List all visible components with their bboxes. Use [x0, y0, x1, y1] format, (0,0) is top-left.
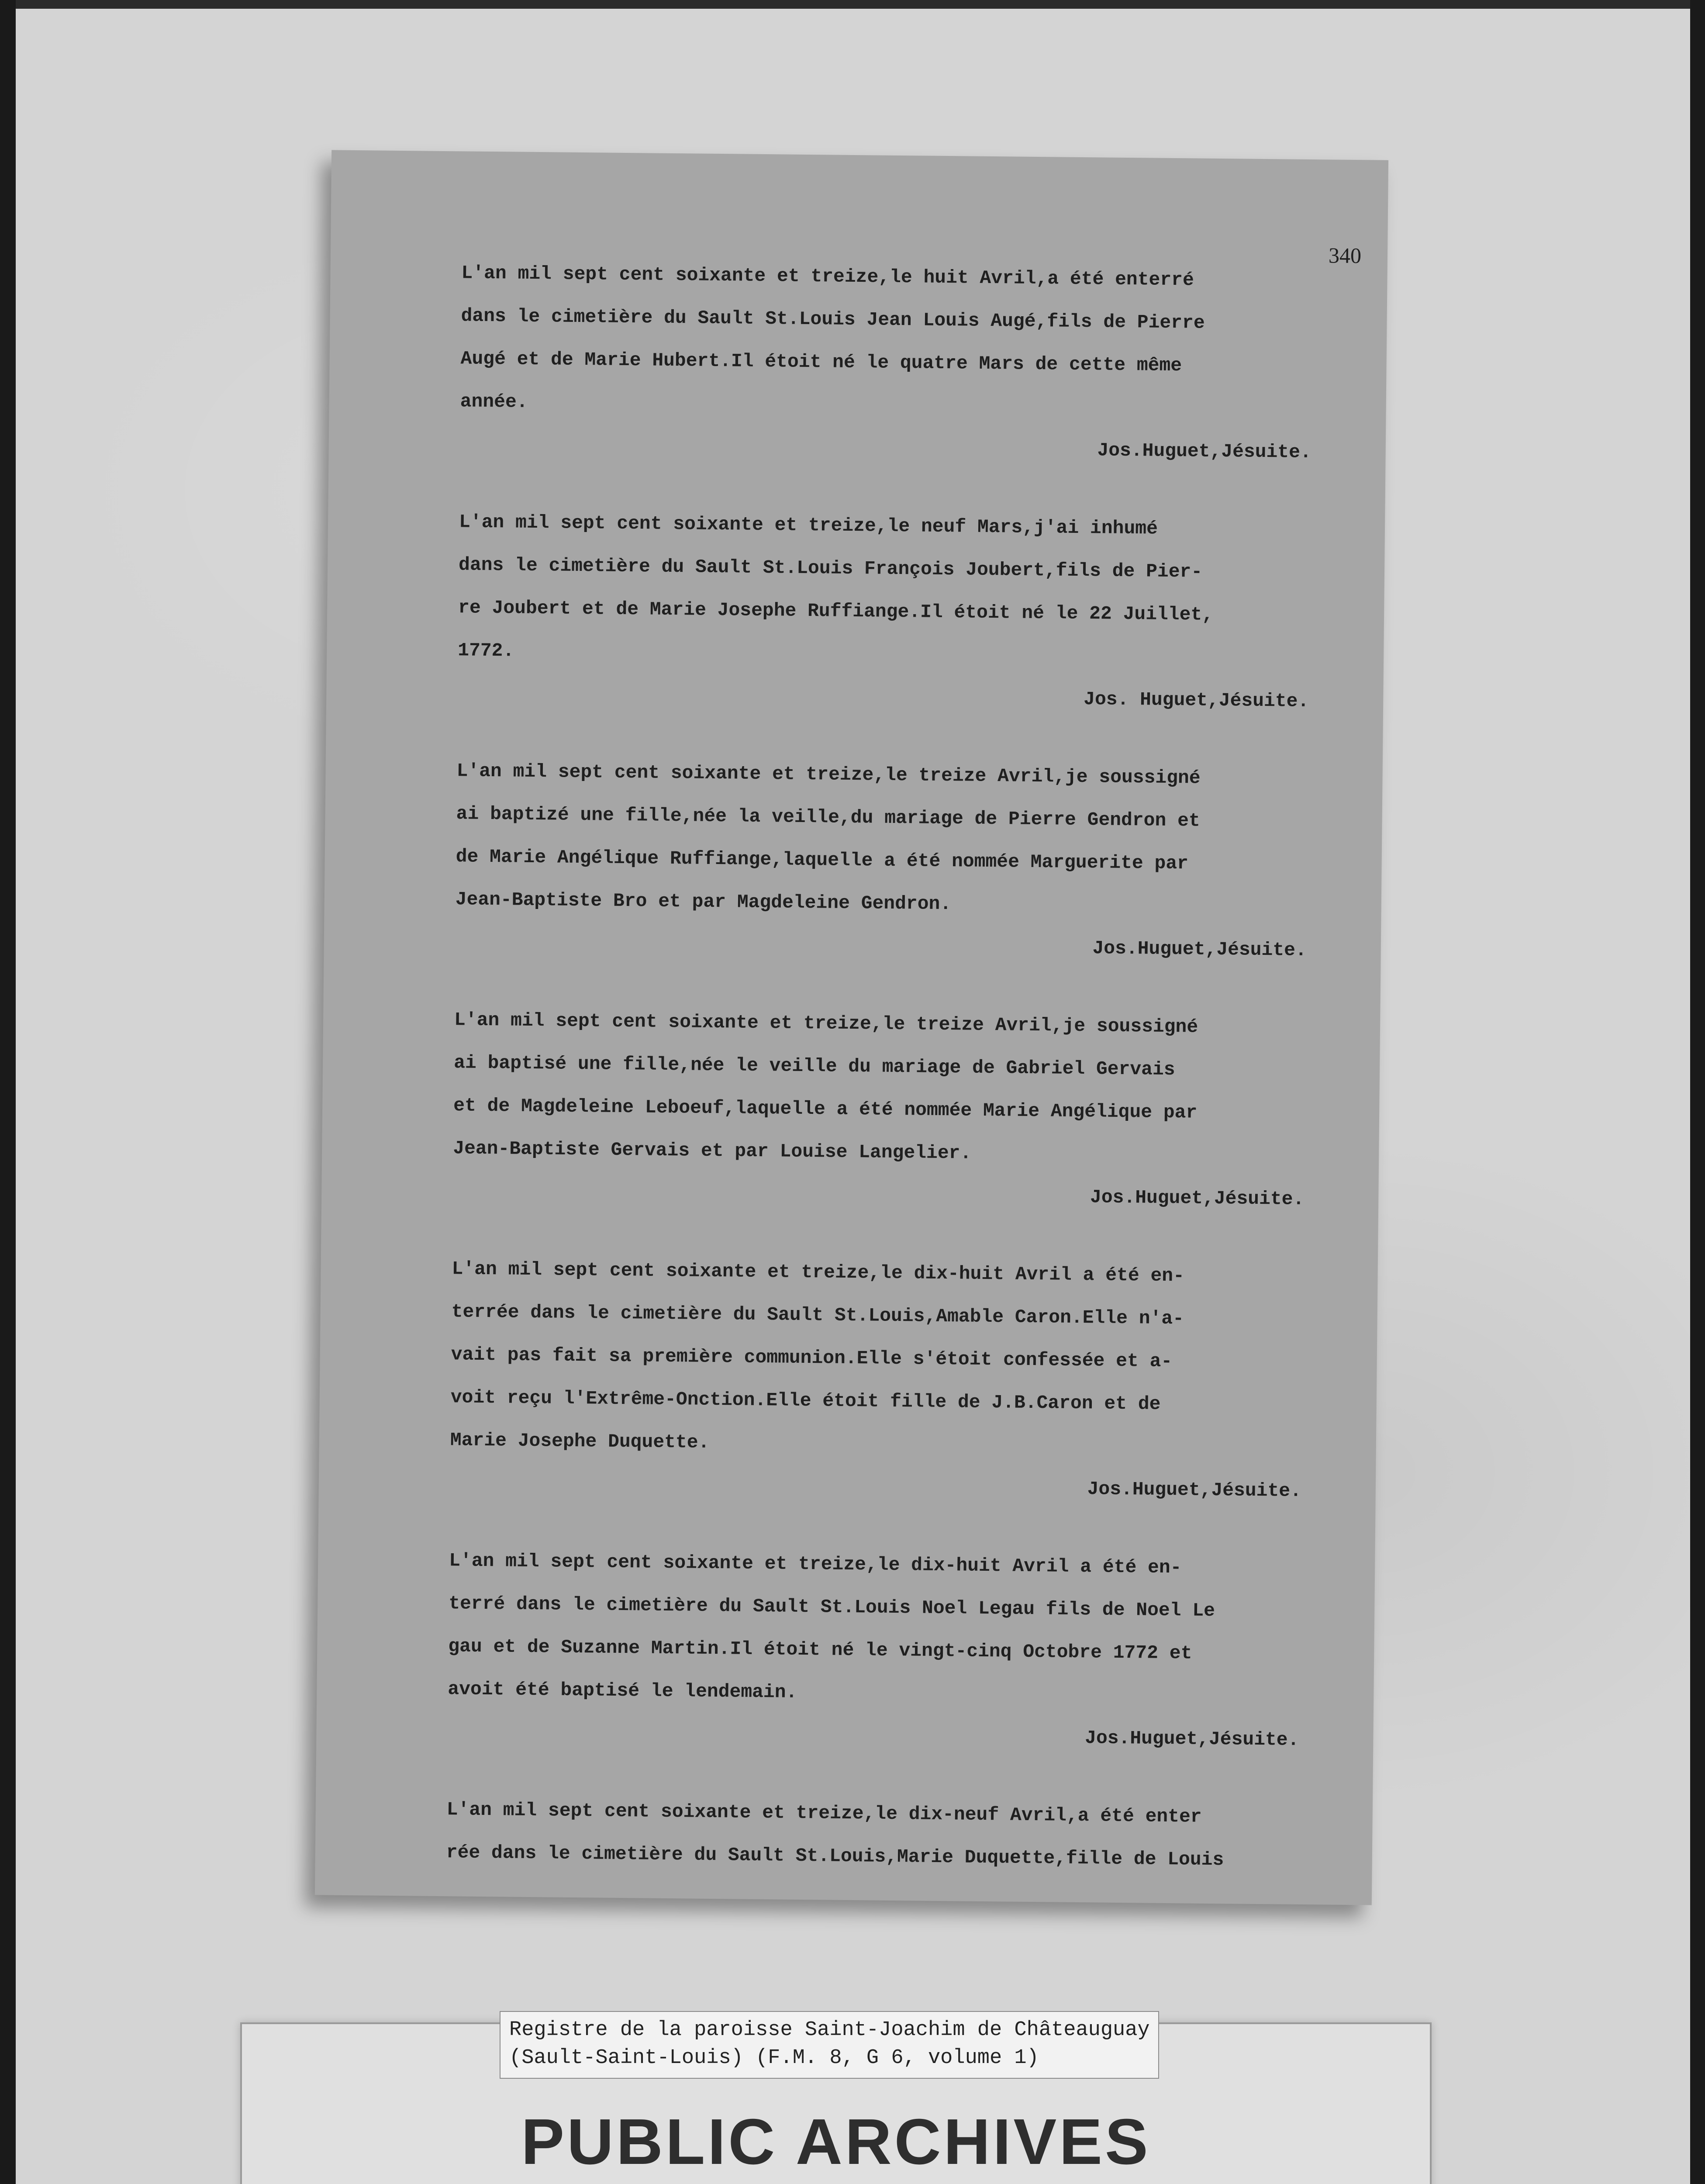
entry-line: ai baptisé une fille,née le veille du mariage de Gabriel Gervais: [453, 1052, 1175, 1081]
entry-signature: Jos. Huguet,Jésuite.: [1083, 688, 1309, 712]
archives-card: [240, 2018, 1432, 2184]
entry-line: Augé et de Marie Hubert.Il étoit né le quatre Mars de cette même: [460, 348, 1182, 377]
entry-line: ai baptizé une fille,née la veille,du mariage de Pierre Gendron et: [456, 803, 1200, 832]
entry-signature: Jos.Huguet,Jésuite.: [1092, 937, 1307, 961]
entry-line: L'an mil sept cent soixante et treize,le treize Avril,je soussigné: [454, 1009, 1198, 1038]
entry-line: terré dans le cimetière du Sault St.Louis Noel Legau fils de Noel Le: [449, 1593, 1215, 1622]
entry-signature: Jos.Huguet,Jésuite.: [1090, 1186, 1305, 1210]
entry-line: vait pas fait sa première communion.Elle s'étoit confessée et a-: [451, 1344, 1173, 1372]
entry-line: gau et de Suzanne Martin.Il étoit né le vingt-cinq Octobre 1772 et: [448, 1635, 1192, 1664]
entry-line: L'an mil sept cent soixante et treize,le dix-huit Avril a été en-: [449, 1550, 1182, 1579]
stamp-english: PUBLIC ARCHIVES: [521, 2106, 1151, 2178]
entry-line: Jean-Baptiste Gervais et par Louise Langelier.: [453, 1137, 972, 1164]
register-label-line1: Registre de la paroisse Saint-Joachim de Châteauguay: [509, 2018, 1150, 2042]
register-entry: [457, 501, 1377, 723]
entry-line: dans le cimetière du Sault St.Louis Jean Louis Augé,fils de Pierre: [461, 305, 1205, 334]
entry-signature: Jos.Huguet,Jésuite.: [1084, 1727, 1299, 1751]
register-entry: [446, 1788, 1364, 1883]
entry-signature: Jos.Huguet,Jésuite.: [1097, 439, 1312, 463]
register-entry: [452, 999, 1372, 1221]
film-edge-top: [0, 0, 1705, 9]
entry-line: voit reçu l'Extrême-Onction.Elle étoit fille de J.B.Caron et de: [450, 1386, 1161, 1415]
register-entries: [446, 252, 1379, 1918]
entry-line: 1772.: [458, 639, 514, 662]
entry-line: L'an mil sept cent soixante et treize,le neuf Mars,j'ai inhumé: [459, 511, 1158, 539]
entry-line: Marie Josephe Duquette.: [450, 1429, 710, 1453]
archives-stamp: [242, 2098, 1430, 2184]
entry-signature: Jos.Huguet,Jésuite.: [1087, 1478, 1302, 1502]
page-number: 340: [1328, 243, 1362, 268]
register-label: [500, 2011, 1159, 2079]
entry-line: re Joubert et de Marie Josephe Ruffiange.Il étoit né le 22 Juillet,: [458, 597, 1214, 625]
entry-line: de Marie Angélique Ruffiange,laquelle a été nommée Marguerite par: [456, 846, 1189, 874]
entry-line: avoit été baptisé le lendemain.: [448, 1678, 797, 1703]
entry-line: année.: [460, 390, 528, 413]
entry-line: Jean-Baptiste Bro et par Magdeleine Gendron.: [455, 888, 952, 915]
entry-line: L'an mil sept cent soixante et treize,le huit Avril,a été enterré: [461, 262, 1194, 291]
entry-line: L'an mil sept cent soixante et treize,le dix-huit Avril a été en-: [452, 1258, 1185, 1287]
entry-line: rée dans le cimetière du Sault St.Louis,Marie Duquette,fille de Louis: [446, 1842, 1224, 1871]
entry-line: L'an mil sept cent soixante et treize,le treize Avril,je soussigné: [456, 760, 1201, 789]
register-entry: [447, 1539, 1367, 1762]
entry-line: dans le cimetière du Sault St.Louis François Joubert,fils de Pier-: [458, 554, 1203, 583]
entry-line: et de Magdeleine Leboeuf,laquelle a été nommée Marie Angélique par: [453, 1095, 1198, 1123]
register-page: [315, 150, 1388, 1905]
register-label-line2: (Sault-Saint-Louis) (F.M. 8, G 6, volume 1): [509, 2046, 1039, 2070]
film-edge-right: [1690, 0, 1705, 2184]
register-entry: [449, 1248, 1369, 1513]
register-entry: [459, 252, 1379, 474]
entry-line: terrée dans le cimetière du Sault St.Louis,Amable Caron.Elle n'a-: [451, 1301, 1184, 1330]
register-entry: [455, 750, 1374, 972]
film-edge-left: [0, 0, 16, 2184]
entry-line: L'an mil sept cent soixante et treize,le dix-neuf Avril,a été enter: [446, 1799, 1202, 1828]
